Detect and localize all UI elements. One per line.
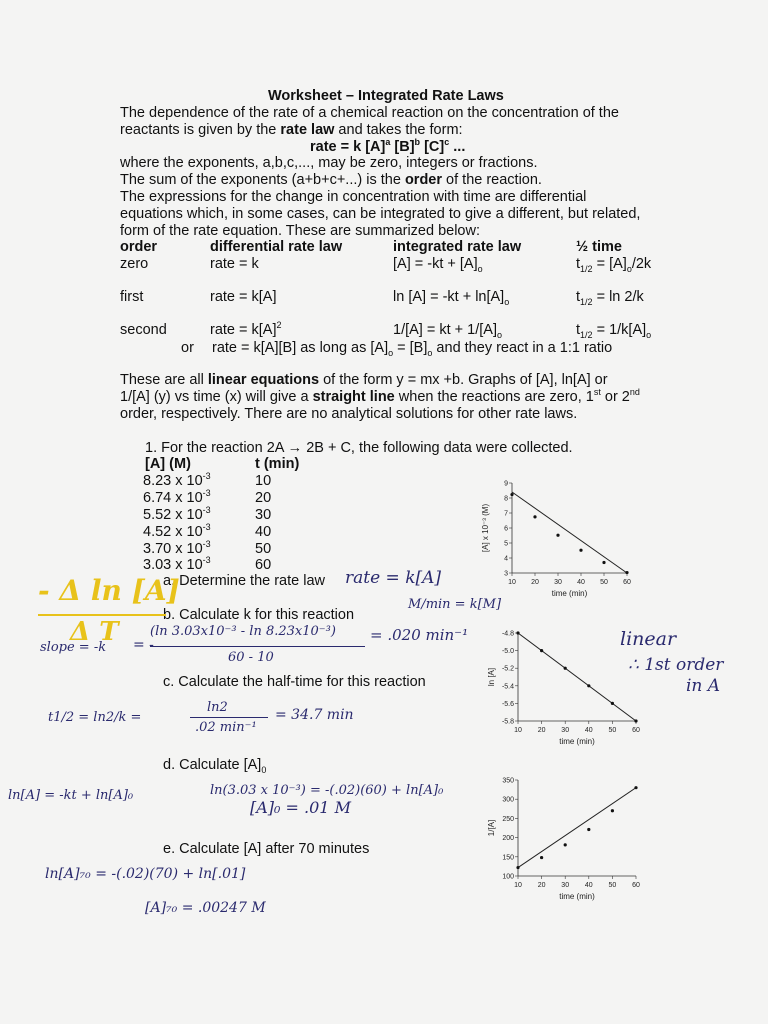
y-tick-label: 8 (504, 495, 508, 503)
hw-half-denominator: .02 min⁻¹ (195, 720, 257, 735)
row-zero-half: $t_{1/2} = [A]_o/2k$ (576, 256, 652, 274)
x-tick-label: 20 (537, 882, 546, 889)
chart-inverse-concentration-vs-time (470, 772, 650, 907)
trendline (518, 788, 636, 868)
x-tick-label: 40 (577, 579, 585, 586)
intro-line-4: where the exponents, a,b,c,..., may be zero, integers or fractions. (120, 155, 538, 171)
linear-line-1: These are all linear equations of the form y = mx +b. Graphs of [A], ln[A] or (120, 372, 608, 388)
data-point (634, 719, 637, 722)
x-tick-label: 20 (531, 579, 539, 586)
problem-intro: 1. For the reaction 2A → 2B + C, the following data were collected. (145, 440, 573, 456)
hw-e-result: [A]₇₀ = .00247 M (145, 900, 266, 916)
x-tick-label: 40 (584, 882, 593, 889)
x-tick-label: 30 (561, 727, 570, 734)
row-second-int: 1/[A] = kt + $1/[A]_o$ (393, 322, 502, 340)
y-axis-label: [A] x 10⁻³ (M) (481, 503, 490, 553)
row-zero-order: zero (120, 256, 149, 272)
y-axis-label: ln [A] (487, 667, 496, 687)
question-e: e. Calculate [A] after 70 minutes (163, 841, 370, 857)
x-tick-label: 60 (632, 727, 640, 734)
data-point (540, 856, 543, 859)
y-tick-label: -5.0 (501, 648, 514, 656)
hw-delta-denominator: Δ T (70, 617, 119, 647)
hw-half-left: t1/2 = ln2/k = (48, 710, 142, 725)
header-differential: differential rate law (210, 239, 343, 255)
row-zero-int: $[A] = -kt + [A]_o$ (393, 256, 483, 274)
hw-delta-numerator: - Δ ln [A] (38, 574, 180, 607)
hw-e-line: ln[A]₇₀ = -(.02)(70) + ln[.01] (45, 866, 246, 882)
data-point (625, 571, 628, 574)
intro-line-8: form of the rate equation. These are summarized below: (120, 223, 481, 239)
x-tick-label: 50 (608, 882, 617, 889)
data-row-time: 40 (255, 524, 272, 540)
y-tick-label: 3 (504, 570, 508, 578)
y-tick-label: 300 (502, 796, 514, 804)
data-point (564, 843, 567, 846)
x-tick-label: 10 (514, 882, 522, 889)
hw-d-left: ln[A] = -kt + ln[A]₀ (8, 788, 134, 803)
x-tick-label: 30 (561, 882, 570, 889)
question-c: c. Calculate the half-time for this reaction (163, 674, 426, 690)
data-point (611, 702, 614, 705)
y-tick-label: 200 (502, 835, 514, 843)
question-a: a. Determine the rate law (163, 573, 325, 589)
data-row-conc: 3.70 x $10^{-3}$ (143, 539, 211, 557)
hw-order-note-1: ∴ 1st order (628, 655, 724, 675)
hw-k-eq: = - (133, 637, 154, 653)
intro-line-7: equations which, in some cases, can be integrated to give a different, but related, (120, 206, 641, 222)
header-order: order (120, 239, 158, 255)
y-axis-label: 1/[A] (487, 819, 496, 837)
hw-half-numerator: ln2 (207, 700, 228, 715)
data-row-time: 60 (255, 557, 272, 573)
chart-ln-concentration-vs-time (470, 625, 650, 760)
y-tick-label: 5 (504, 540, 508, 548)
data-row-time: 50 (255, 541, 272, 557)
data-row-time: 30 (255, 507, 272, 523)
linear-line-2: 1/[A] (y) vs time (x) will give a straight line when the reactions are zero, 1st or 2nd (120, 387, 640, 405)
data-row-time: 10 (255, 473, 272, 489)
row-second-diff: rate = $k[A]^2$ (210, 320, 282, 338)
data-point (634, 786, 637, 789)
data-point (587, 684, 590, 687)
hw-yellow-fraction-bar (38, 614, 166, 616)
header-half-time: ½ time (576, 239, 622, 255)
header-integrated: integrated rate law (393, 239, 522, 255)
hw-half-fraction-bar (190, 717, 268, 718)
hw-k-numerator: (ln 3.03x10⁻³ - ln 8.23x10⁻³) (150, 624, 336, 639)
hw-k-units: M/min = k[M] (408, 597, 502, 612)
trendline (518, 633, 636, 721)
x-tick-label: 40 (584, 727, 593, 734)
hw-rate-law: rate = k[A] (345, 568, 442, 588)
row-zero-diff: rate = k (210, 256, 259, 272)
data-point (556, 534, 559, 537)
y-tick-label: 100 (502, 873, 514, 881)
data-row-conc: 4.52 x $10^{-3}$ (143, 522, 211, 540)
row-second-half: $t_{1/2} = 1/k[A]_o$ (576, 322, 652, 340)
data-row-conc: 6.74 x $10^{-3}$ (143, 488, 211, 506)
data-point (516, 631, 519, 634)
x-tick-label: 50 (600, 579, 608, 586)
x-tick-label: 60 (632, 882, 640, 889)
y-tick-label: -5.8 (501, 718, 514, 726)
y-tick-label: 150 (502, 854, 514, 862)
y-tick-label: 7 (504, 510, 508, 518)
intro-line-1: The dependence of the rate of a chemical reaction on the concentration of the (120, 105, 619, 121)
trendline (512, 492, 627, 573)
intro-line-5: The sum of the exponents (a+b+c+...) is the order of the reaction. (120, 172, 542, 188)
data-point (579, 549, 582, 552)
y-tick-label: -4.8 (501, 630, 514, 638)
data-point (516, 866, 519, 869)
row-second-order: second (120, 322, 167, 338)
question-d: d. Calculate $[A]_0$ (163, 757, 267, 775)
row-first-order: first (120, 289, 144, 305)
chart-concentration-vs-time (470, 475, 640, 615)
x-axis-label: time (min) (559, 737, 595, 746)
row-or-text: rate = k[A][B] as long as $[A]_o = [B]_o$ and they react in a 1:1 ratio (212, 340, 613, 358)
x-axis-label: time (min) (559, 892, 595, 901)
y-tick-label: 6 (504, 525, 508, 533)
row-or-label: or (181, 340, 194, 356)
x-tick-label: 50 (608, 727, 617, 734)
data-row-conc: 3.03 x $10^{-3}$ (143, 555, 211, 573)
hw-d-result: [A]₀ = .01 M (250, 798, 351, 817)
hw-k-denominator: 60 - 10 (228, 650, 274, 665)
y-tick-label: -5.4 (501, 683, 514, 691)
y-tick-label: 350 (502, 777, 514, 785)
hw-half-result: = 34.7 min (275, 707, 354, 723)
x-tick-label: 10 (508, 579, 516, 586)
data-point (611, 809, 614, 812)
y-tick-label: 9 (504, 480, 508, 488)
x-tick-label: 30 (554, 579, 562, 586)
data-row-conc: 5.52 x $10^{-3}$ (143, 505, 211, 523)
data-point (587, 828, 590, 831)
rate-law-formula: rate = k $[A]^a$ $[B]^b$ $[C]^c$ ... (310, 137, 466, 155)
y-tick-label: -5.2 (501, 665, 514, 673)
data-point (540, 649, 543, 652)
x-tick-label: 20 (537, 727, 546, 734)
data-point (533, 515, 536, 518)
x-tick-label: 10 (514, 727, 522, 734)
data-point (510, 493, 513, 496)
data-row-time: 20 (255, 490, 272, 506)
y-tick-label: 250 (502, 815, 514, 823)
y-tick-label: 4 (504, 555, 508, 563)
intro-line-2: reactants is given by the rate law and takes the form: (120, 122, 463, 138)
hw-order-note-2: in A (686, 676, 721, 696)
row-first-diff: rate = k[A] (210, 289, 277, 305)
intro-line-6: The expressions for the change in concentration with time are differential (120, 189, 587, 205)
hw-k-result: = .020 min⁻¹ (370, 626, 469, 644)
data-point (602, 561, 605, 564)
x-axis-label: time (min) (551, 589, 588, 598)
worksheet-title: Worksheet – Integrated Rate Laws (268, 88, 504, 104)
row-first-half: $t_{1/2} = \ln 2/k$ (576, 289, 644, 307)
hw-d-mid: ln(3.03 x 10⁻³) = -(.02)(60) + ln[A]₀ (210, 783, 444, 798)
row-first-int: $\ln [A] = -kt + \ln[A]_o$ (393, 289, 510, 307)
hw-k-fraction-bar (150, 646, 365, 647)
linear-line-3: order, respectively. There are no analytical solutions for other rate laws. (120, 406, 578, 422)
data-row-conc: 8.23 x $10^{-3}$ (143, 471, 211, 489)
data-col-conc: [A] (M) (145, 456, 191, 472)
hw-slope: slope = -k (40, 640, 107, 655)
data-point (564, 667, 567, 670)
question-b: b. Calculate k for this reaction (163, 607, 355, 623)
x-tick-label: 60 (623, 579, 631, 586)
y-tick-label: -5.6 (501, 700, 514, 708)
data-col-time: t (min) (255, 456, 300, 472)
hw-linear-note: linear (620, 628, 677, 650)
